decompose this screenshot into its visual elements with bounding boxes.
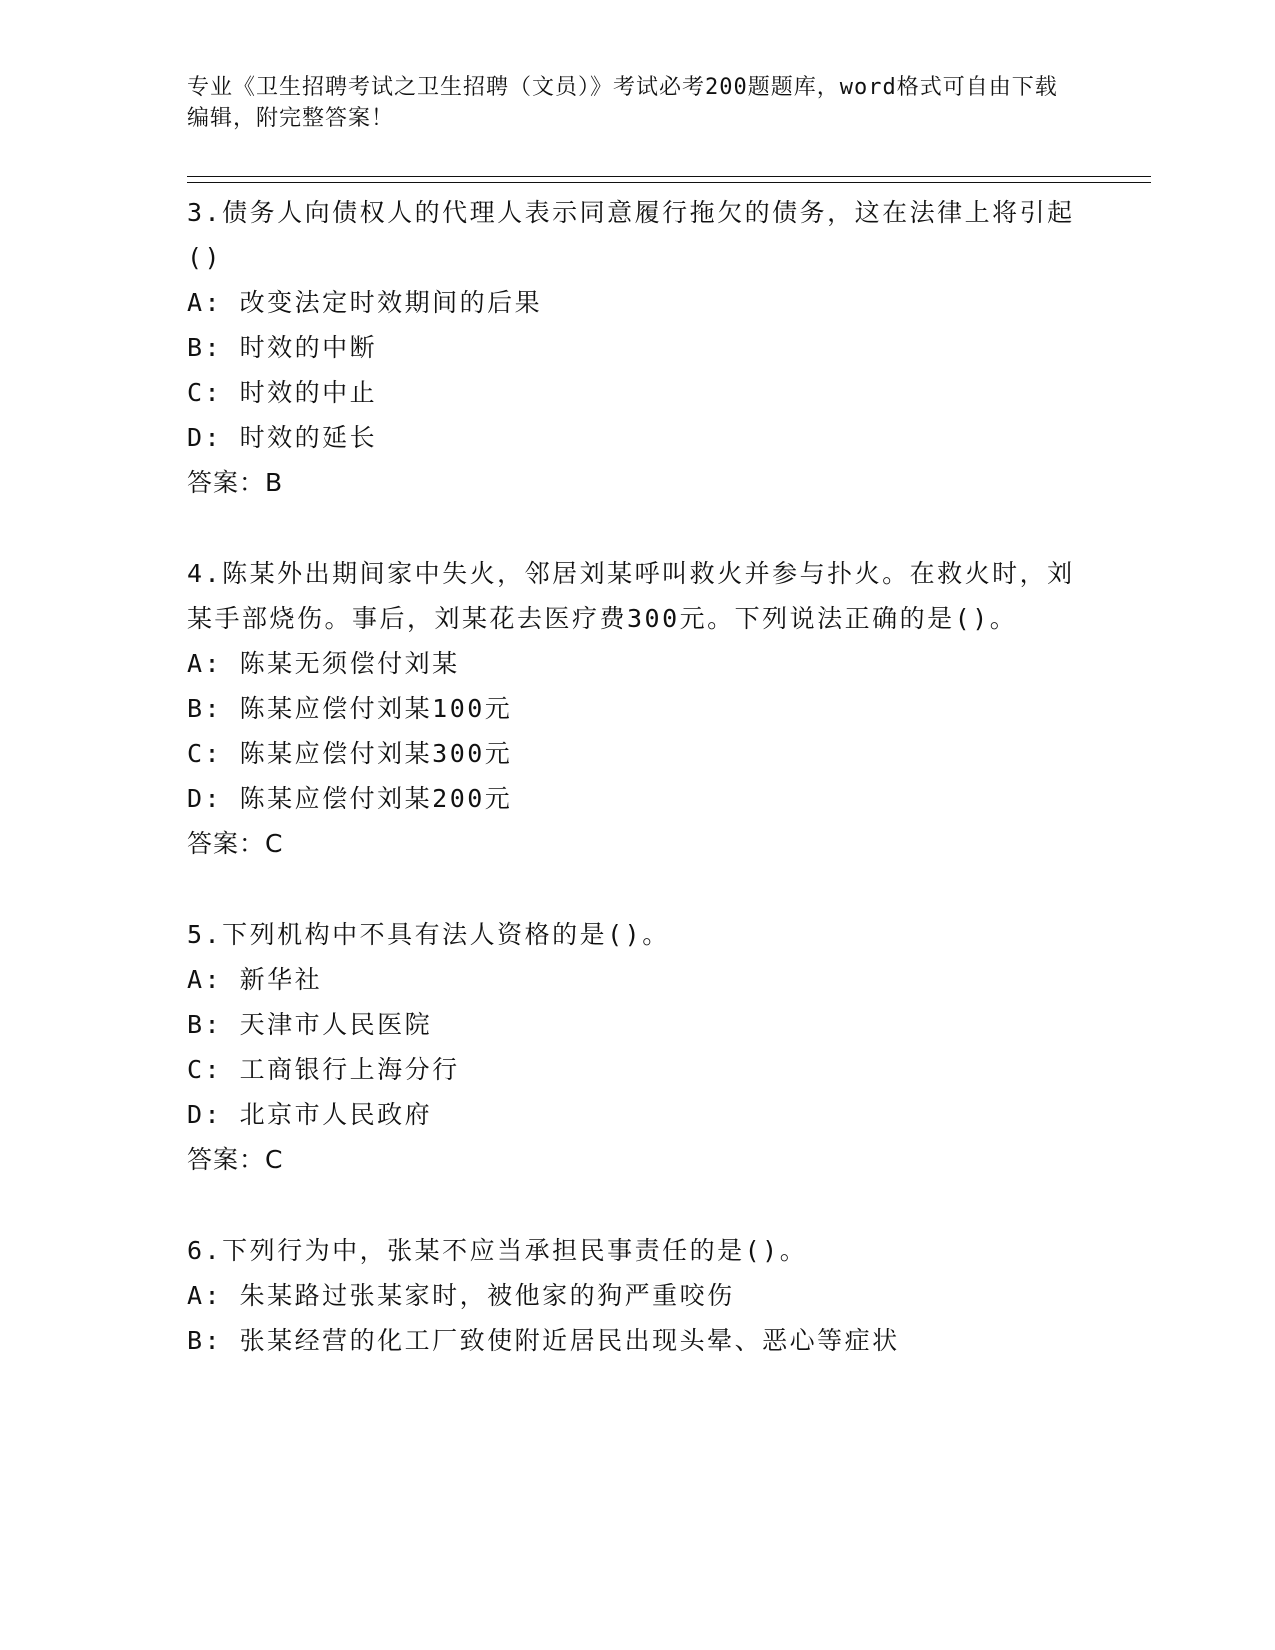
question-stem: 4.陈某外出期间家中失火，邻居刘某呼叫救火并参与扑火。在救火时，刘某手部烧伤。事后，刘某花去医疗费300元。下列说法正确的是()。 (187, 559, 1075, 633)
option-c: C: 时效的中止 (187, 378, 378, 407)
question-stem: 5.下列机构中不具有法人资格的是()。 (187, 920, 670, 949)
option-c: C: 工商银行上海分行 (187, 1055, 460, 1084)
option-a: A: 朱某路过张某家时，被他家的狗严重咬伤 (187, 1281, 735, 1310)
question-item (187, 551, 1087, 866)
option-b: B: 时效的中断 (187, 333, 378, 362)
question-stem: 3.债务人向债权人的代理人表示同意履行拖欠的债务，这在法律上将引起() (187, 198, 1075, 272)
document-intro: 专业《卫生招聘考试之卫生招聘（文员）》考试必考200题题库，word格式可自由下载编辑，附完整答案！ (187, 75, 1058, 131)
question-item (187, 1228, 1087, 1363)
question-item (187, 190, 1087, 505)
option-a: A: 陈某无须偿付刘某 (187, 649, 460, 678)
option-b: B: 张某经营的化工厂致使附近居民出现头晕、恶心等症状 (187, 1326, 900, 1355)
option-a: A: 新华社 (187, 965, 323, 994)
question-item (187, 912, 1087, 1182)
answer-line: 答案：C (187, 829, 284, 858)
question-stem: 6.下列行为中，张某不应当承担民事责任的是()。 (187, 1236, 808, 1265)
option-c: C: 陈某应偿付刘某300元 (187, 739, 513, 768)
option-b: B: 天津市人民医院 (187, 1010, 433, 1039)
option-a: A: 改变法定时效期间的后果 (187, 288, 543, 317)
option-d: D: 时效的延长 (187, 423, 378, 452)
question-list (187, 190, 1087, 1409)
answer-line: 答案：B (187, 468, 284, 497)
option-d: D: 陈某应偿付刘某200元 (187, 784, 513, 813)
answer-line: 答案：C (187, 1145, 284, 1174)
header-divider-bottom (187, 182, 1151, 183)
option-d: D: 北京市人民政府 (187, 1100, 433, 1129)
option-b: B: 陈某应偿付刘某100元 (187, 694, 513, 723)
header-divider-top (187, 176, 1151, 177)
